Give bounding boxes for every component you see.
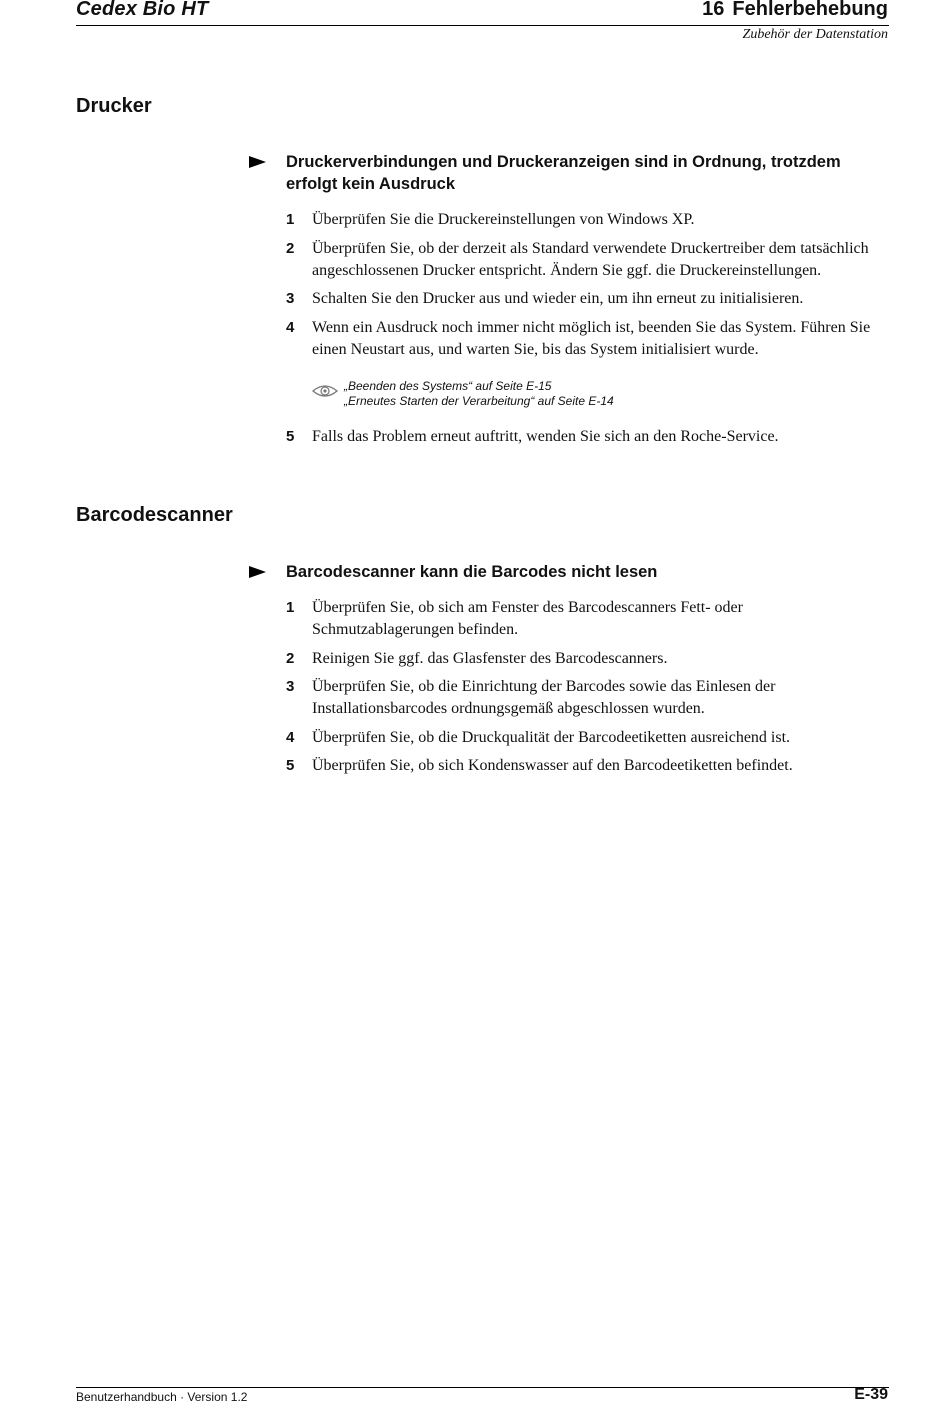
step-text: Wenn ein Ausdruck noch immer nicht möglich ist, beenden Sie das System. Führen Sie einen Neustart aus, und warten Sie, bis das System initialisiert wurde. xyxy=(312,318,871,358)
step-list xyxy=(248,426,878,448)
step-number: 3 xyxy=(286,678,295,695)
footer-rule xyxy=(76,1387,889,1388)
list-item xyxy=(248,209,878,231)
list-item xyxy=(248,597,878,641)
step-number: 3 xyxy=(286,290,295,307)
xref-link[interactable]: „Beenden des Systems“ auf Seite E-15 xyxy=(344,378,552,393)
triangle-bullet-icon xyxy=(249,566,266,578)
footer-document: Benutzerhandbuch · Version 1.2 xyxy=(76,1390,248,1404)
problem-text: Druckerverbindungen und Druckeranzeigen sind in Ordnung, trotzdem erfolgt kein Ausdruck xyxy=(286,153,841,193)
step-text: Schalten Sie den Drucker aus und wieder ein, um ihn erneut zu initialisieren. xyxy=(312,290,804,307)
step-number: 4 xyxy=(286,318,295,336)
cross-reference xyxy=(312,379,878,410)
list-item xyxy=(248,426,878,448)
triangle-bullet-icon xyxy=(249,156,266,168)
step-text: Reinigen Sie ggf. das Glasfenster des Barcodescanners. xyxy=(312,649,668,667)
step-number: 2 xyxy=(286,239,295,257)
header-subtitle: Zubehör der Datenstation xyxy=(742,27,888,42)
step-number: 5 xyxy=(286,757,295,774)
step-text: Falls das Problem erneut auftritt, wenden Sie sich an den Roche-Service. xyxy=(312,427,779,445)
list-item xyxy=(248,288,878,310)
subsection-barcodescanner xyxy=(248,561,878,784)
step-text: Überprüfen Sie, ob der derzeit als Standard verwendete Druckertreiber dem tatsächlich angeschlossenen Drucker entspricht. Ändern Sie ggf. die Druckereinstellungen. xyxy=(312,239,869,279)
list-item xyxy=(248,676,878,720)
page-number: E-39 xyxy=(854,1386,888,1403)
step-number: 4 xyxy=(286,728,295,746)
chapter-title: Fehlerbehebung xyxy=(732,0,888,20)
step-text: Überprüfen Sie, ob sich am Fenster des Barcodescanners Fett- oder Schmutzablagerungen befinden. xyxy=(312,599,743,638)
chapter-number: 16 xyxy=(702,0,725,20)
step-text: Überprüfen Sie, ob sich Kondenswasser auf den Barcodeetiketten befindet. xyxy=(312,757,793,774)
list-item xyxy=(248,317,878,361)
list-item xyxy=(248,727,878,749)
step-text: Überprüfen Sie, ob die Einrichtung der Barcodes sowie das Einlesen der Installationsbarcodes ordnungsgemäß abgeschlossen wurden. xyxy=(312,678,776,717)
problem-text: Barcodescanner kann die Barcodes nicht lesen xyxy=(286,563,658,581)
section-title-barcodescanner: Barcodescanner xyxy=(76,504,233,526)
step-number: 1 xyxy=(286,211,295,228)
list-item xyxy=(248,755,878,777)
step-number: 2 xyxy=(286,649,295,667)
step-list xyxy=(248,209,878,361)
list-item xyxy=(248,238,878,282)
step-list xyxy=(248,597,878,777)
list-item xyxy=(248,648,878,670)
problem-heading xyxy=(248,151,878,195)
product-name: Cedex Bio HT xyxy=(76,0,209,20)
step-text: Überprüfen Sie die Druckereinstellungen von Windows XP. xyxy=(312,211,695,228)
xref-link[interactable]: „Erneutes Starten der Verarbeitung“ auf Seite E-14 xyxy=(344,394,614,408)
section-title-drucker: Drucker xyxy=(76,95,152,117)
eye-icon xyxy=(312,383,338,399)
step-number: 5 xyxy=(286,427,295,445)
subsection-drucker xyxy=(248,151,878,454)
header-rule xyxy=(76,25,889,26)
step-number: 1 xyxy=(286,599,295,616)
chapter-heading xyxy=(702,0,888,21)
problem-heading xyxy=(248,561,878,583)
step-text: Überprüfen Sie, ob die Druckqualität der Barcodeetiketten ausreichend ist. xyxy=(312,728,791,746)
